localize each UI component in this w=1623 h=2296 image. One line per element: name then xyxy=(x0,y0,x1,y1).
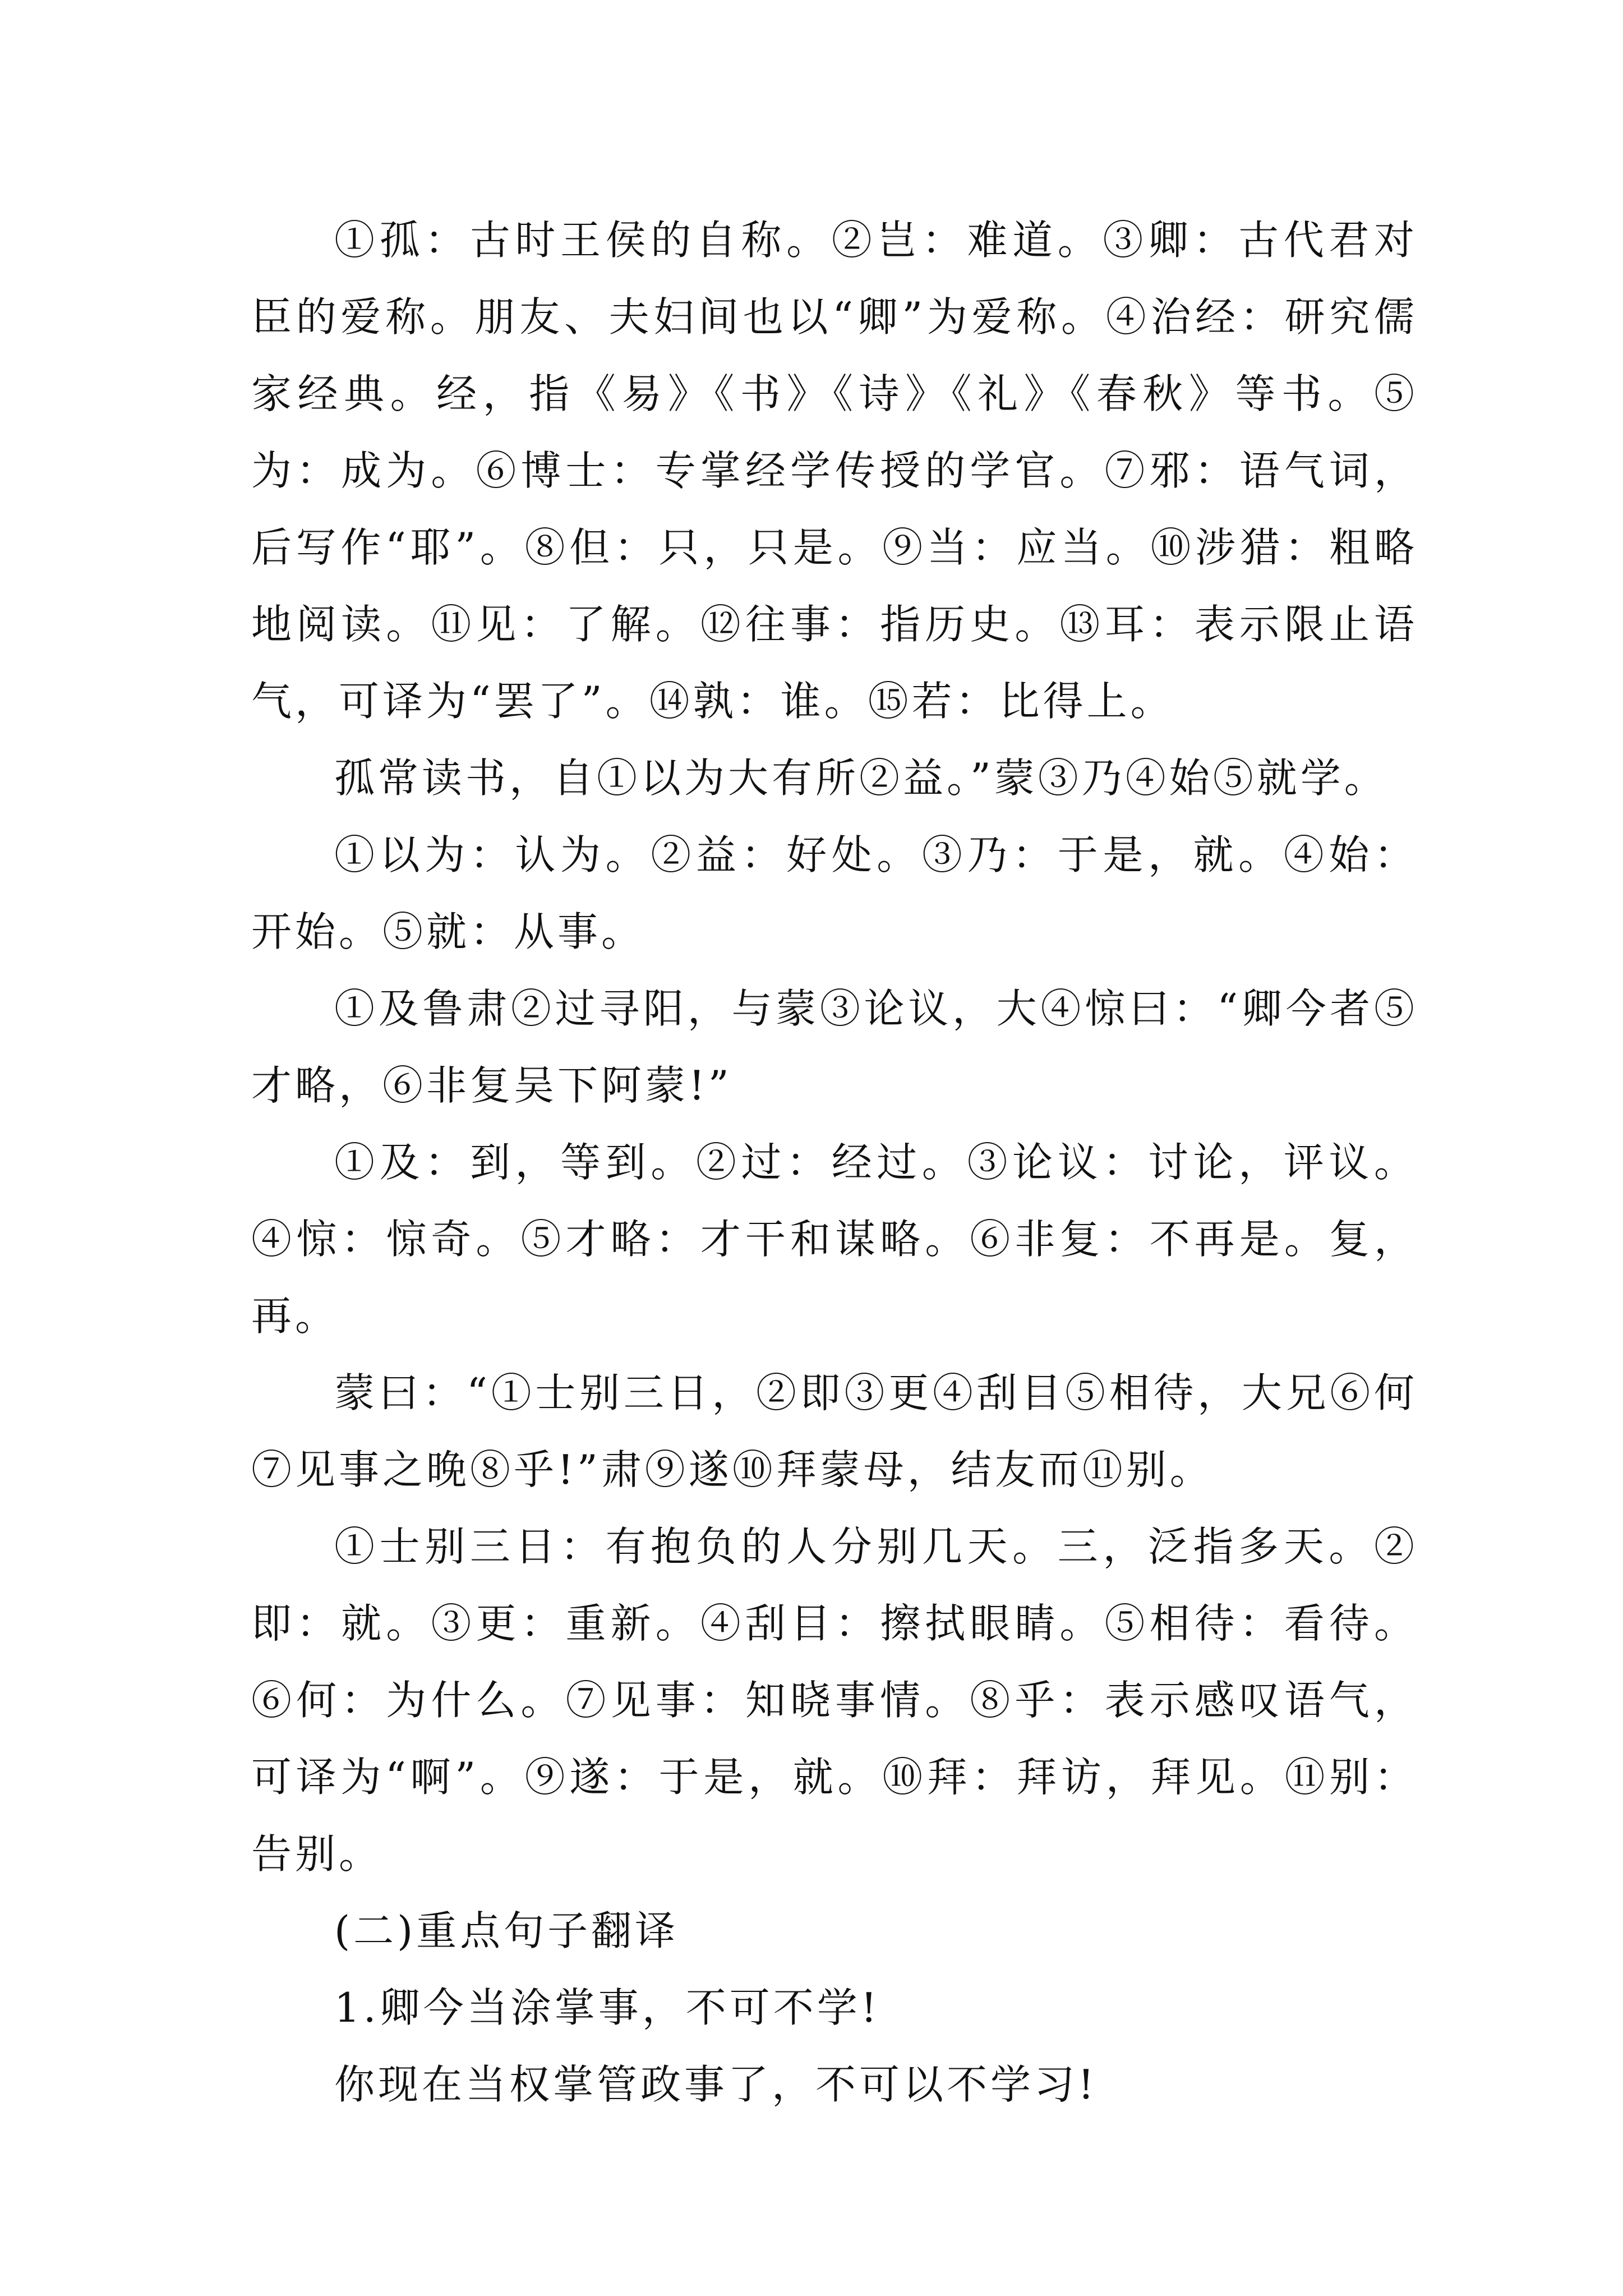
source-text-paragraph-1: 孤常读书，自①以为大有所②益。”蒙③乃④始⑤就学。 xyxy=(334,754,1388,802)
section-heading: (二)重点句子翻译 xyxy=(334,1907,679,1954)
annotation-paragraph-1: ①孤：古时王侯的自称。②岂：难道。③卿：古代君对臣的爱称。朋友、夫妇间也以“卿”为爱称。④治经：研究儒家经典。经，指《易》《书》《诗》《礼》《春秋》等书。⑤为：成为。⑥博士：专掌经学传授的学官。⑦邪：语气词，后写作“耶”。⑧但：只，只是。⑨当：应当。⑩涉猎：粗略地阅读。⑪见：了解。⑫往事：指历史。⑬耳：表示限止语气，可译为“罢了”。⑭孰：谁。⑮若：比得上。 xyxy=(251,217,1418,725)
annotation-paragraph-2: ①以为：认为。②益：好处。③乃：于是，就。④始：开始。⑤就：从事。 xyxy=(251,831,1418,955)
source-text-paragraph-2: ①及鲁肃②过寻阳，与蒙③论议，大④惊曰：“卿今者⑤才略，⑥非复吴下阿蒙!” xyxy=(251,985,1418,1109)
document-body xyxy=(251,202,1418,2123)
annotation-paragraph-4: ①士别三日：有抱负的人分别几天。三，泛指多天。②即：就。③更：重新。④刮目：擦拭眼睛。⑤相待：看待。⑥何：为什么。⑦见事：知晓事情。⑧乎：表示感叹语气，可译为“啊”。⑨遂：于是，就。⑩拜：拜访，拜见。⑪别：告别。 xyxy=(251,1523,1418,1878)
sentence-translation-1: 你现在当权掌管政事了，不可以不学习! xyxy=(334,2061,1098,2108)
sentence-item-1: 1.卿今当涂掌事，不可不学! xyxy=(334,1984,880,2031)
source-text-paragraph-3: 蒙曰：“①士别三日，②即③更④刮目⑤相待，大兄⑥何⑦见事之晚⑧乎!”肃⑨遂⑩拜蒙母，结友而⑪别。 xyxy=(251,1369,1418,1493)
annotation-paragraph-3: ①及：到，等到。②过：经过。③论议：讨论，评议。④惊：惊奇。⑤才略：才干和谋略。⑥非复：不再是。复，再。 xyxy=(251,1139,1418,1340)
